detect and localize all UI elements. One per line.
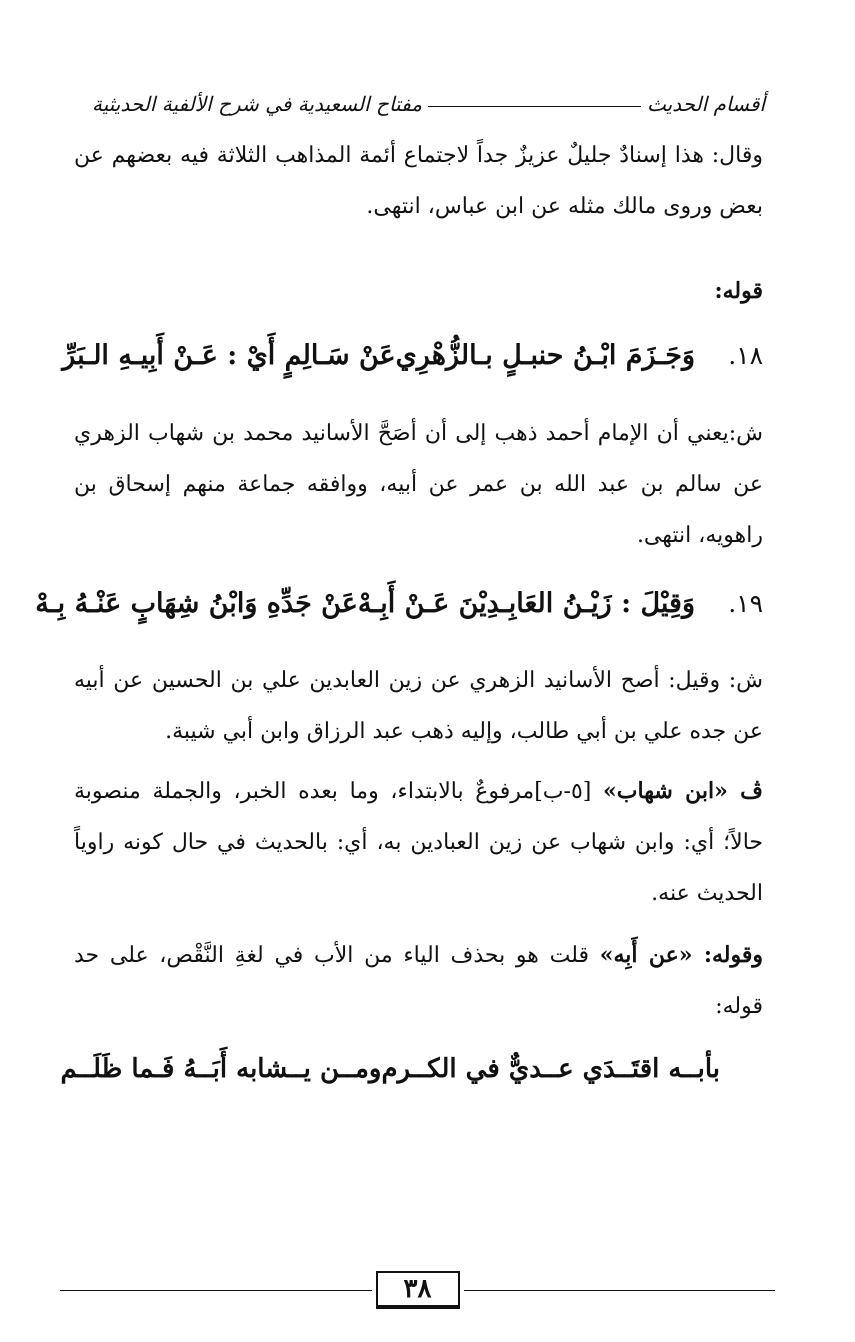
commentary-18: ش:يعني أن الإمام أحمد ذهب إلى أن أصَحَّ الأسانيد محمد بن شهاب الزهري عن سالم بن عبد الله بن عمر عن أبيه، ووافقه جماعة منهم إسحاق بن راهويه، انتهى. [74,421,763,548]
note-an-abih-keyword: وقوله: «عن أَبِه» [599,942,763,968]
verse-19 [35,578,763,628]
verse-18 [62,330,763,380]
verse-19-second-hemistich: عَنْ جَدِّهِ وَابْنُ شِهَابٍ عَنْـهُ بِـهْ [35,587,358,619]
qawluh-label: قوله: [714,278,763,304]
verse-18-first-hemistich: وَجَـزَمَ ابْـنُ حنبـلٍ بـالزُّهْرِي [395,339,695,371]
note-an-abih-text: قلت هو بحذف الياء من الأب في لغةِ النَّقْص، على حد قوله: [74,943,763,1019]
verse-19-first-hemistich: وَقِيْلَ : زَيْـنُ العَابِـدِيْنَ عَـنْ أَبِـهْ [357,587,695,619]
note-ibn-shihab-keyword: ڤ «ابن شهاب» [603,778,763,804]
running-header [92,76,765,116]
note-an-abih [74,930,763,1032]
verse-19-number: ١٩. [728,588,763,618]
footer-rule-right [464,1290,776,1291]
note-ibn-shihab [74,766,763,919]
verse-18-second-hemistich: عَنْ سَـالِمٍ أَيْ : عَـنْ أَبِيـهِ الـبَرِّ [62,339,396,371]
header-chapter-title: أقسام الحديث [646,92,765,116]
page-footer [60,1268,775,1312]
verse-18-number: ١٨. [728,340,763,370]
poem-first-hemistich: بأبــه اقتَــدَي عــديٌّ في الكــرم [381,1054,720,1084]
poem-line [60,1044,720,1094]
header-book-title: مفتاح السعيدية في شرح الألفية الحديثية [92,92,422,116]
page-number: ٣٨ [376,1271,460,1309]
header-rule [428,106,641,107]
commentary-19: ش: وقيل: أصح الأسانيد الزهري عن زين العابدين علي بن الحسين عن أبيه عن جده علي بن أبي طالب، وإليه ذهب عبد الرزاق وابن أبي شيبة. [74,668,763,744]
paragraph-intro: وقال: هذا إسنادٌ جليلٌ عزيزٌ جداً لاجتماع أئمة المذاهب الثلاثة فيه بعضهم عن بعض وروى مالك مثله عن ابن عباس، انتهى. [74,143,763,219]
note-ibn-shihab-text: [٥-ب]مرفوعٌ بالابتداء، وما بعده الخبر، والجملة منصوبة حالاً؛ أي: وابن شهاب عن زين العبادين به، أي: بالحديث في حال كونه راوياً الحديث عنه. [74,779,763,906]
poem-second-hemistich: ومــن يــشابه أَبَــهُ فَـما ظَلَــم [60,1054,382,1084]
footer-rule-left [60,1290,372,1291]
